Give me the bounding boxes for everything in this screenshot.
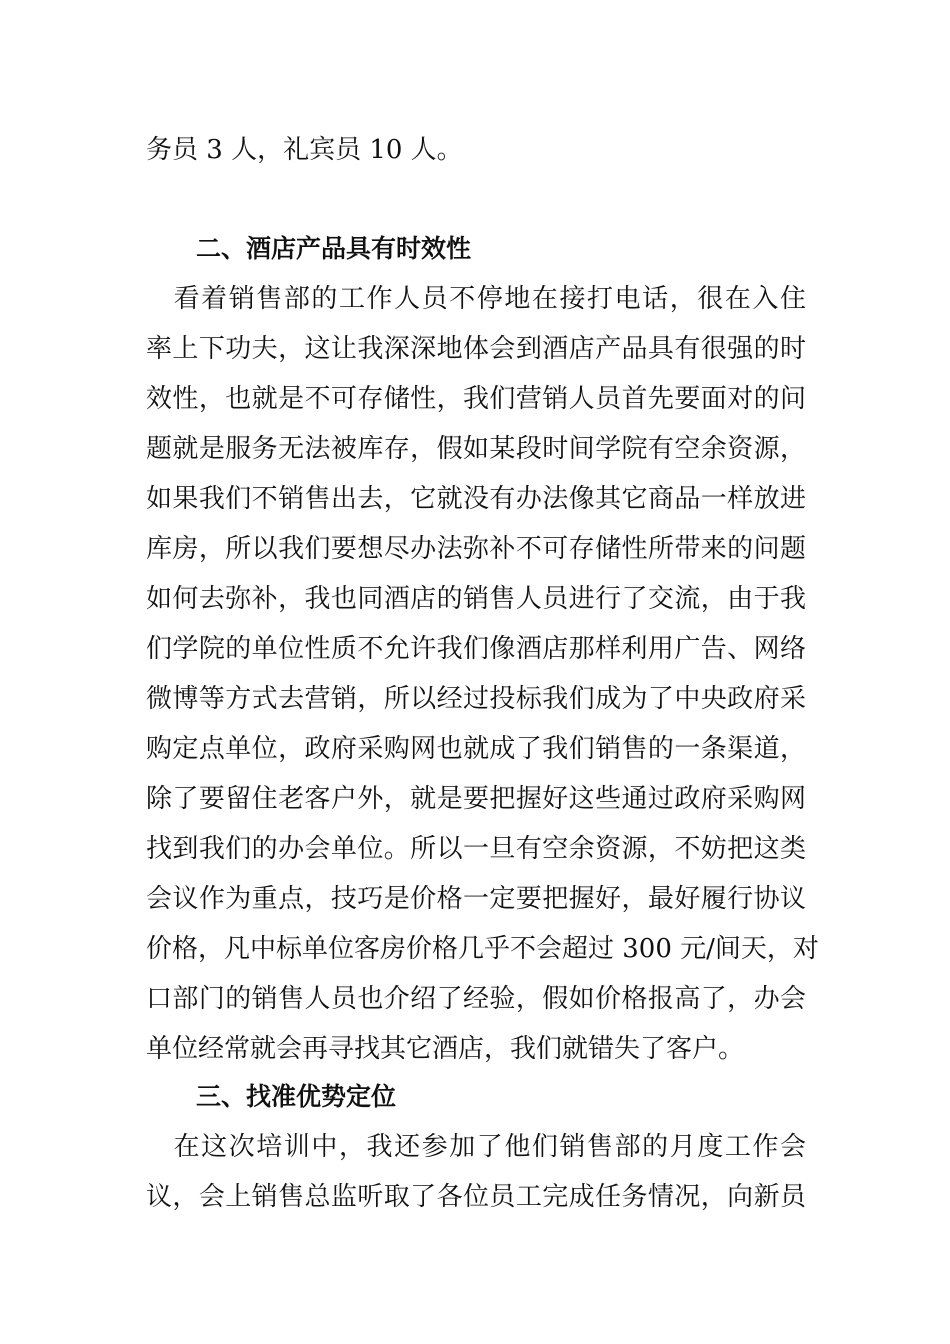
paragraph-line: 如果我们不销售出去，它就没有办法像其它商品一样放进 bbox=[146, 484, 806, 514]
paragraph-line: 价格，凡中标单位客房价格几乎不会超过 300 元/间天，对 bbox=[146, 934, 819, 964]
section-heading-2: 二、酒店产品具有时效性 bbox=[196, 234, 472, 263]
paragraph-line: 单位经常就会再寻找其它酒店，我们就错失了客户。 bbox=[146, 1034, 745, 1064]
paragraph-line: 购定点单位，政府采购网也就成了我们销售的一条渠道， bbox=[146, 734, 806, 764]
paragraph-line: 们学院的单位性质不允许我们像酒店那样利用广告、网络 bbox=[146, 634, 806, 664]
paragraph-line: 率上下功夫，这让我深深地体会到酒店产品具有很强的时 bbox=[146, 334, 806, 364]
paragraph-line: 找到我们的办会单位。所以一旦有空余资源，不妨把这类 bbox=[146, 834, 806, 864]
paragraph-line: 看着销售部的工作人员不停地在接打电话，很在入住 bbox=[146, 284, 806, 314]
paragraph-line: 除了要留住老客户外，就是要把握好这些通过政府采购网 bbox=[146, 784, 806, 814]
paragraph-line: 微博等方式去营销，所以经过投标我们成为了中央政府采 bbox=[146, 684, 806, 714]
paragraph-line: 议，会上销售总监听取了各位员工完成任务情况，向新员 bbox=[146, 1182, 806, 1212]
paragraph-line: 题就是服务无法被库存，假如某段时间学院有空余资源， bbox=[146, 434, 806, 464]
paragraph-line: 务员 3 人，礼宾员 10 人。 bbox=[146, 135, 463, 165]
paragraph-line: 效性，也就是不可存储性，我们营销人员首先要面对的问 bbox=[146, 384, 806, 414]
paragraph-line: 在这次培训中，我还参加了他们销售部的月度工作会 bbox=[146, 1132, 806, 1162]
paragraph-line: 口部门的销售人员也介绍了经验，假如价格报高了，办会 bbox=[146, 984, 806, 1014]
paragraph-line: 库房，所以我们要想尽办法弥补不可存储性所带来的问题 bbox=[146, 534, 806, 564]
paragraph-line: 会议作为重点，技巧是价格一定要把握好，最好履行协议 bbox=[146, 884, 806, 914]
section-heading-3: 三、找准优势定位 bbox=[196, 1082, 397, 1111]
paragraph-line: 如何去弥补，我也同酒店的销售人员进行了交流，由于我 bbox=[146, 584, 806, 614]
